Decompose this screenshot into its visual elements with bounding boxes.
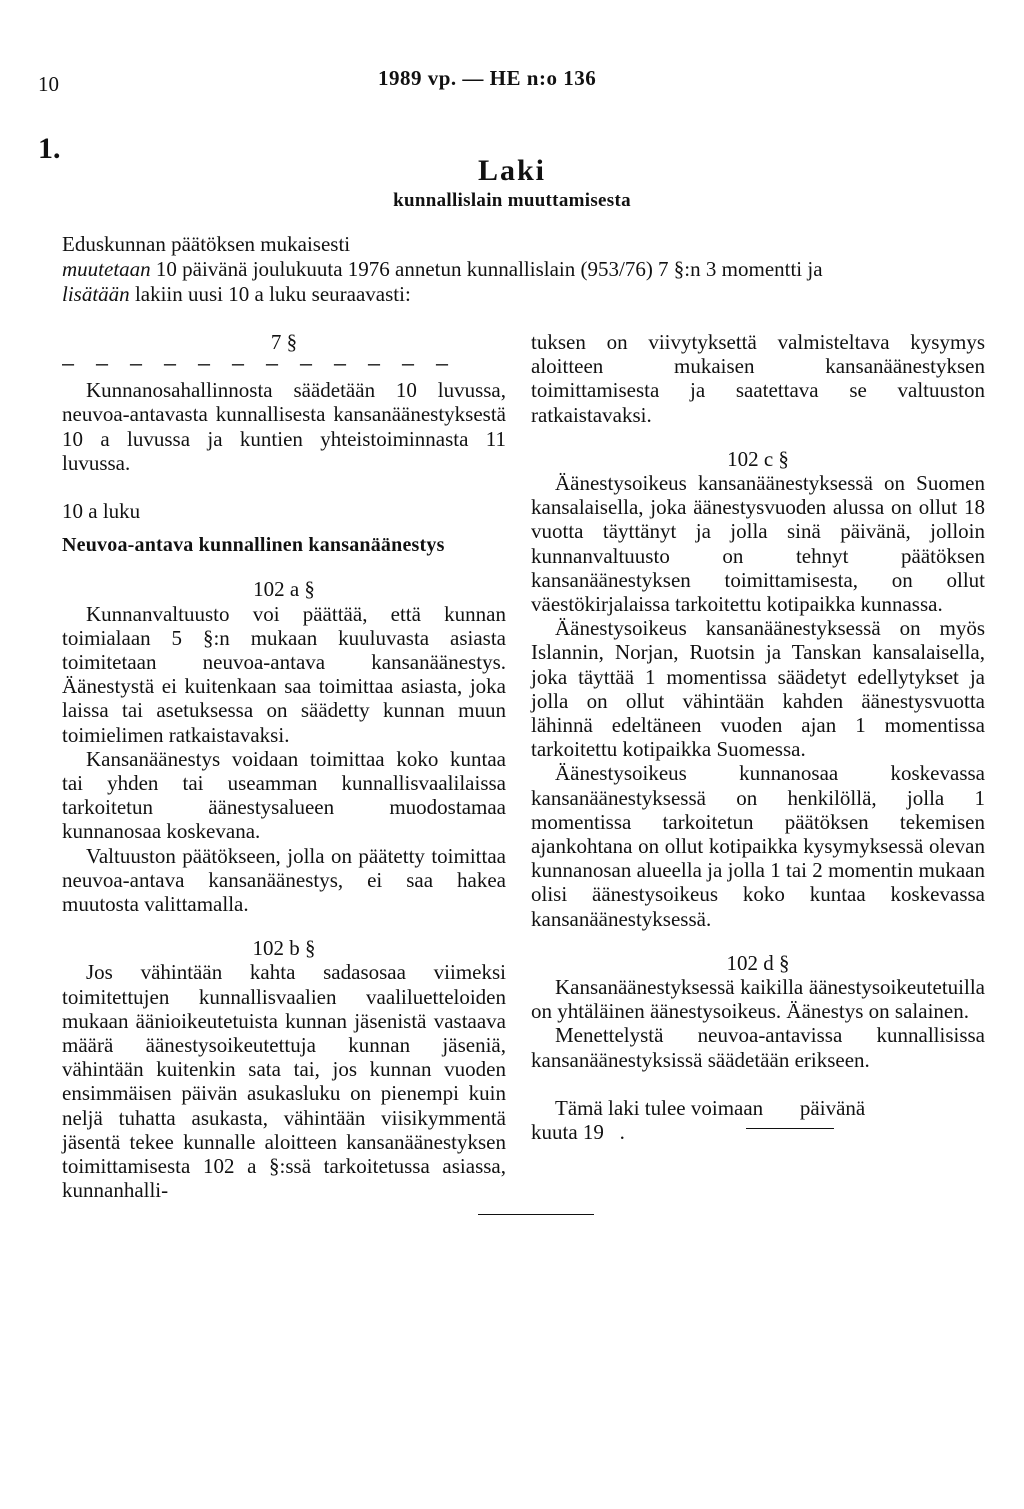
section-7-paragraph: Kunnanosahallinnosta säädetään 10 luvussa, neuvoa-antavasta kunnallisesta kansanäänestyksestä 10 a luvussa ja kuntien yhteistoiminnasta 11 luvussa. bbox=[62, 378, 506, 475]
end-rule bbox=[478, 1214, 594, 1215]
chapter-number: 10 a luku bbox=[62, 499, 141, 524]
entry-into-force-line-2: kuuta 19 . bbox=[531, 1120, 625, 1145]
section-102c-paragraph-1: Äänestysoikeus kansanäänestyksessä on Suomen kansalaisella, joka äänestysvuoden alussa on ollut 18 vuotta täyttänyt ja jolla sinä päivänä, jolloin kunnanvaltuusto on tehnyt päätöksen kansanäänestyksen toimittamisesta, on ollut väestökirjalaissa tarkoitettu kotipaikka kunnassa. bbox=[531, 471, 985, 617]
section-102c-paragraph-2: Äänestysoikeus kansanäänestyksessä on myös Islannin, Norjan, Ruotsin ja Tanskan kansalaisella, joka täyttää 1 momentissa säädetyt edellytykset ja jolla on ollut vähintään kahden äänestysvuotta lähinnä edeltäneen vuoden ajan 1 momentissa tarkoitettu kotipaikka Suomessa. bbox=[531, 616, 985, 762]
section-102b-continuation: tuksen on viivytyksettä valmisteltava kysymys aloitteen mukaisen kansanäänestyksen toimittamisesta ja saatettava se valtuuston ratkaistavaksi. bbox=[531, 330, 985, 427]
entry-divider-rule bbox=[746, 1128, 834, 1129]
section-102c-heading: 102 c § bbox=[727, 446, 789, 471]
section-marker: 1. bbox=[38, 132, 61, 165]
section-102a-paragraph-2: Kansanäänestys voidaan toimittaa koko kuntaa tai yhden tai useamman kunnallisvaalilaissa tarkoitetun äänestysalueen muodostamaa kunnanosaa koskevana. bbox=[62, 746, 506, 844]
section-102a-heading: 102 a § bbox=[253, 577, 315, 602]
section-102b-heading: 102 b § bbox=[252, 936, 316, 961]
omission-dashes: — — — — — — — — — — — — bbox=[62, 354, 454, 378]
law-subtitle: kunnallislain muuttamisesta bbox=[393, 190, 631, 211]
section-102c-paragraph-3: Äänestysoikeus kunnanosaa koskevassa kansanäänestyksessä on henkilöllä, jolla 1 momentissa tarkoitetun päätöksen tekemisen ajankohtana on ollut kotipaikka kysymyksessä olevan kunnanosan alueella ja jolla 1 tai 2 momentin mukaan olisi äänestysoikeus koko kuntaa koskevassa kansanäänestyksessä. bbox=[531, 761, 985, 931]
section-102d-heading: 102 d § bbox=[726, 950, 790, 975]
right-column bbox=[531, 330, 985, 1144]
section-102a-paragraph-3: Valtuuston päätökseen, jolla on päätetty toimittaa neuvoa-antava kansanäänestys, ei saa hakea muutosta valittamalla. bbox=[62, 843, 506, 917]
section-7-heading: 7 § bbox=[270, 330, 298, 354]
section-102b-paragraph-1: Jos vähintään kahta sadasosaa viimeksi toimitettujen kunnallisvaalien vaaliluetteloiden mukaan äänioikeutetuista kunnan jäsenistä vastaava määrä äänestysoikeutettuja kunnan jäseniä, vähintään kuitenkin sata tai, jos kunnan vuoden ensimmäisen päivän asukasluku on pienempi kuin neljä tuhatta asukasta, vähintään viisikymmentä jäsentä tekee kunnalle aloitteen kansanäänestyksen toimittamisesta 102 a §:ssä tarkoitetussa asiassa, kunnanhalli- bbox=[62, 960, 506, 1203]
preamble bbox=[62, 232, 982, 307]
chapter-title: Neuvoa-antava kunnallinen kansanäänestys bbox=[62, 534, 445, 557]
preamble-line-3 bbox=[62, 282, 982, 307]
entry-into-force-line-1: Tämä laki tulee voimaan päivänä bbox=[555, 1095, 866, 1120]
amend-word: muutetaan bbox=[62, 257, 151, 281]
section-102d-paragraph-1: Kansanäänestyksessä kaikilla äänestysoikeutetuilla on yhtäläinen äänestysoikeus. Äänestys on salainen. bbox=[531, 975, 985, 1024]
section-102a-paragraph-1: Kunnanvaltuusto voi päättää, että kunnan toimialaan 5 §:n mukaan kuuluvasta asiasta toimitetaan neuvoa-antava kansanäänestys. Äänestystä ei kuitenkaan saa toimittaa asiasta, joka laissa tai asetuksessa on säädetty kunnan muun toimielimen ratkaistavaksi. bbox=[62, 601, 506, 747]
preamble-line-2-text: 10 päivänä joulukuuta 1976 annetun kunnallislain (953/76) 7 §:n 3 momentti ja bbox=[150, 257, 823, 281]
preamble-line-2 bbox=[62, 257, 982, 282]
law-title: Laki bbox=[477, 154, 547, 187]
page-number: 10 bbox=[38, 72, 59, 96]
preamble-line-3-text: lakiin uusi 10 a luku seuraavasti: bbox=[129, 282, 411, 306]
add-word: lisätään bbox=[62, 282, 130, 306]
preamble-line-1: Eduskunnan päätöksen mukaisesti bbox=[62, 232, 351, 256]
section-102d-paragraph-2: Menettelystä neuvoa-antavissa kunnallisissa kansanäänestyksissä säädetään erikseen. bbox=[531, 1023, 985, 1072]
running-head: 1989 vp. — HE n:o 136 bbox=[378, 66, 597, 90]
left-column bbox=[62, 330, 506, 1203]
